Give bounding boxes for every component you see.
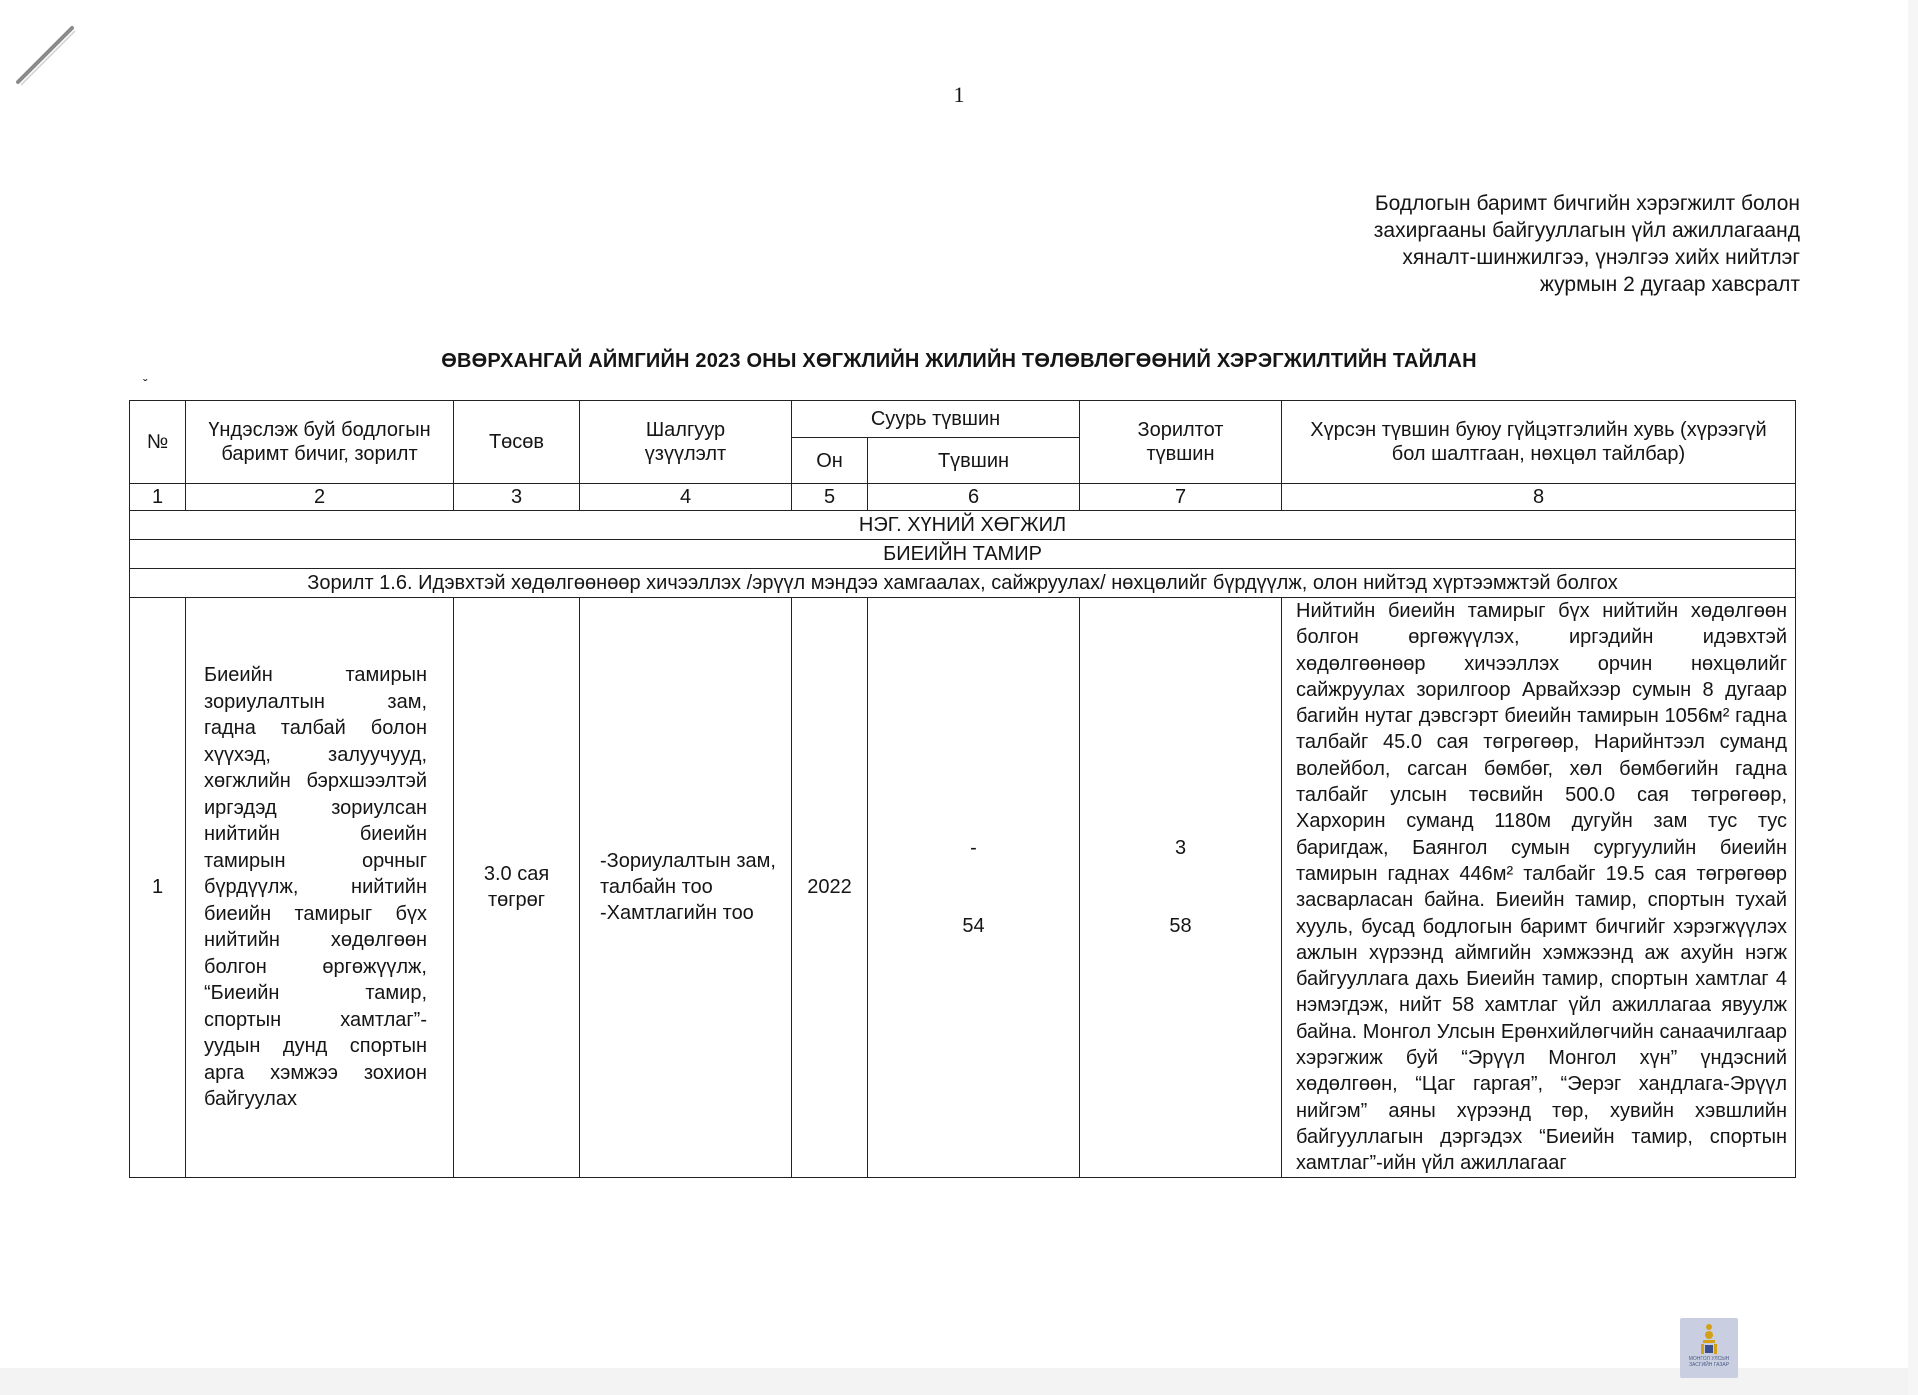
column-number: 4 bbox=[580, 484, 792, 511]
year-cell: 2022 bbox=[792, 598, 868, 1178]
header-result: Хүрсэн түвшин буюу гүйцэтгэлийн хувь (хүрээгүй бол шалтгаан, нөхцөл тайлбар) bbox=[1282, 401, 1796, 484]
header-no: № bbox=[130, 401, 186, 484]
target-value: 3 bbox=[1174, 837, 1187, 860]
header-row bbox=[130, 401, 1796, 438]
section-row bbox=[130, 511, 1796, 540]
header-target: Зорилтот түвшин bbox=[1080, 401, 1282, 484]
annex-line: хяналт-шинжилгээ, үнэлгээ хийх нийтлэг bbox=[1402, 246, 1800, 269]
column-number: 3 bbox=[454, 484, 580, 511]
target-cell bbox=[1080, 598, 1282, 1178]
subsection-heading: БИЕИЙН ТАМИР bbox=[130, 540, 1796, 569]
baseline-value: 54 bbox=[962, 915, 985, 938]
government-seal bbox=[1680, 1318, 1738, 1378]
goal-heading: Зорилт 1.6. Идэвхтэй хөдөлгөөнөөр хичээллэх /эрүүл мэндээ хамгаалах, сайжруулах/ нөхцөлийг бүрдүүлж, олон нийтэд хүртээмжтэй болгох bbox=[130, 569, 1796, 598]
annex-note bbox=[1200, 190, 1800, 298]
subsection-row bbox=[130, 540, 1796, 569]
column-number: 2 bbox=[186, 484, 454, 511]
page-number: 1 bbox=[953, 82, 965, 107]
seal-text: МОНГОЛ УЛСЫН ЗАСГИЙН ГАЗАР bbox=[1688, 1356, 1730, 1368]
column-number: 8 bbox=[1282, 484, 1796, 511]
section-heading: НЭГ. ХҮНИЙ ХӨГЖИЛ bbox=[130, 511, 1796, 540]
criterion-item: -Зориулалтын зам, талбайн тоо bbox=[600, 850, 776, 899]
header-criterion: Шалгуур үзүүлэлт bbox=[580, 401, 792, 484]
annex-line: захиргааны байгууллагын үйл ажиллагаанд bbox=[1373, 219, 1800, 242]
column-number: 5 bbox=[792, 484, 868, 511]
scan-edge bbox=[0, 1368, 1918, 1395]
row-number: 1 bbox=[130, 598, 186, 1178]
annex-line: Бодлогын баримт бичгийн хэрэгжилт болон bbox=[1374, 192, 1800, 215]
annex-line: журмын 2 дугаар хавсралт bbox=[1539, 273, 1800, 296]
report-title: ӨВӨРХАНГАЙ АЙМГИЙН 2023 ОНЫ ХӨГЖЛИЙН ЖИЛИЙН ТӨЛӨВЛӨГӨӨНИЙ ХЭРЭГЖИЛТИЙН ТАЙЛАН bbox=[441, 350, 1477, 372]
header-budget: Төсөв bbox=[454, 401, 580, 484]
scan-edge-right bbox=[1908, 0, 1918, 1395]
result-text: Нийтийн биеийн тамирыг бүх нийтийн хөдөлгөөн болгон өргөжүүлэх, иргэдийн идэвхтэй хөдөлгөөнөөр хичээллэх орчин нөхцөлийг сайжруулах зорилгоор Арвайхээр сумын 8 дугаар багийн нутаг дэвсгэрт биеийн тамирын 1056м² гадна талбайг 45.0 сая төгрөгөөр, Нарийнтээл суманд волейбол, сагсан бөмбөг, хөл бөмбөгийн гадна талбайг улсын төсвийн 500.0 сая төгрөгөөр, Хархорин суманд 1180м дугуйн зам тус тус баригдаж, Баянгол сумын сургуулийн биеийн тамирын гаднах 446м² талбайг 19.5 сая төгрөгөөр засварласан байна. Биеийн тамир, спортын тухай хууль, бусад бодлогын баримт бичгийг хэрэгжүүлэх ажлын хүрээнд аймгийн хэмжээнд аж ахуйн нэгж байгууллага дахь Биеийн тамир, спортын хамтлаг 4 нэмэгдэж, нийт 58 хамтлаг үйл ажиллагаа явуулж байна. Монгол Улсын Ерөнхийлөгчийн санаачилгаар хэрэгжиж буй “Эрүүл Монгол хүн” үндэсний хөдөлгөөн, “Цаг гаргая”, “Эерэг хандлага-Эрүүл нийгэм” аяны хүрээнд төр, хувийн хэвшлийн байгууллагын дэргэдэх “Биеийн тамир, спортын хамтлаг”-ийн үйл ажиллагааг bbox=[1296, 600, 1787, 1175]
report-table bbox=[129, 400, 1796, 1178]
target-value: 58 bbox=[1169, 915, 1192, 938]
column-number-row bbox=[130, 484, 1796, 511]
tick-mark: ˇ bbox=[143, 376, 148, 392]
policy-doc-cell: Биеийн тамирын зориулалтын зам, гадна талбай болон хүүхэд, залуучууд, хөгжлийн бэрхшээлтэй иргэдэд зориулсан нийтийн биеийн тамирын орчныг бүрдүүлж, нийтийн биеийн тамирыг бүх нийтийн хөдөлгөөн болгон өргөжүүлж, “Биеийн тамир, спортын хамтлаг”-уудын дунд спортын арга хэмжээ зохион байгуулах bbox=[186, 598, 454, 1178]
header-level: Түвшин bbox=[868, 438, 1080, 484]
table-row bbox=[130, 598, 1796, 1178]
header-baseline: Суурь түвшин bbox=[792, 401, 1080, 438]
soyombo-icon bbox=[1694, 1322, 1724, 1356]
baseline-value: - bbox=[970, 837, 977, 860]
baseline-cell bbox=[868, 598, 1080, 1178]
header-policy-doc: Үндэслэж буй бодлогын баримт бичиг, зорилт bbox=[186, 401, 454, 484]
goal-row bbox=[130, 569, 1796, 598]
header-year: Он bbox=[792, 438, 868, 484]
column-number: 6 bbox=[868, 484, 1080, 511]
column-number: 1 bbox=[130, 484, 186, 511]
result-cell bbox=[1282, 598, 1796, 1178]
criterion-item: -Хамтлагийн тоо bbox=[600, 902, 754, 925]
criterion-cell bbox=[580, 598, 792, 1178]
column-number: 7 bbox=[1080, 484, 1282, 511]
budget-cell: 3.0 сая төгрөг bbox=[454, 598, 580, 1178]
